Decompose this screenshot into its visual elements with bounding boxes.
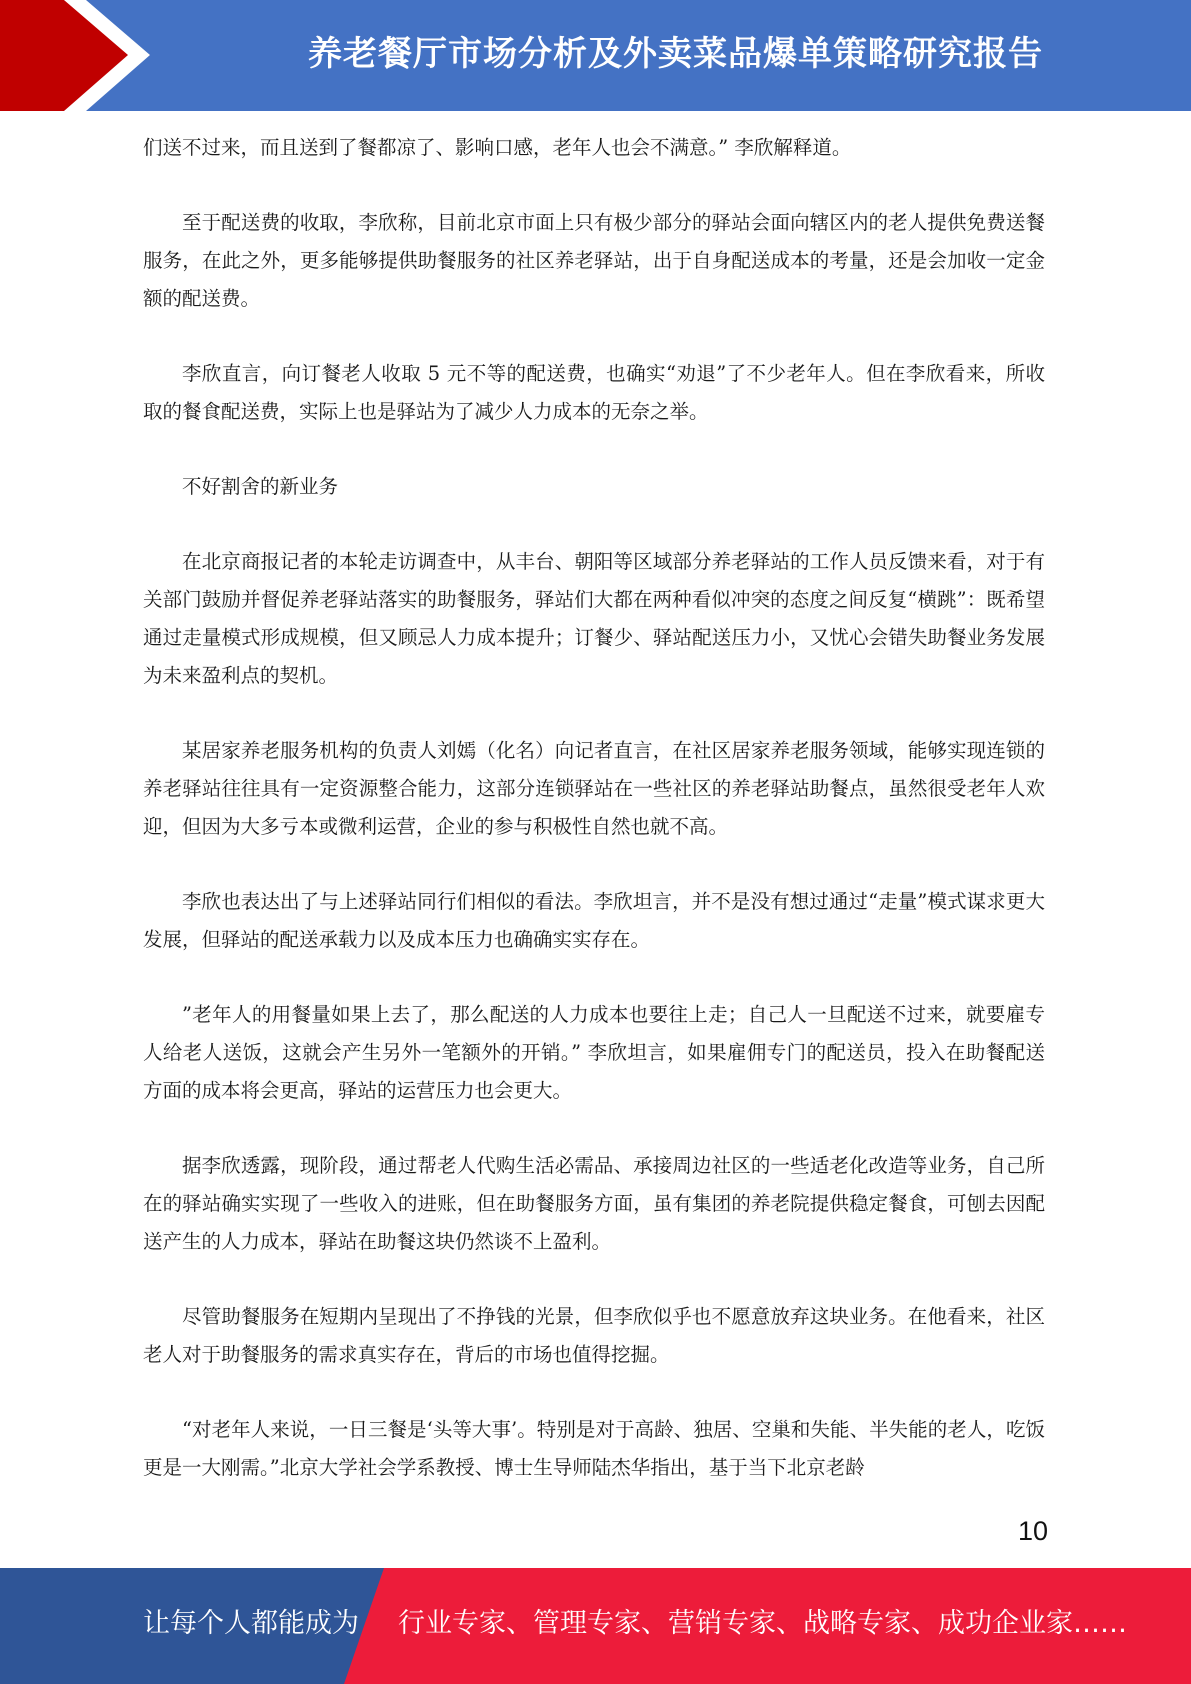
paragraph: 们送不过来，而且送到了餐都凉了、影响口感，老年人也会不满意。” 李欣解释道。	[143, 136, 852, 159]
paragraph: 尽管助餐服务在短期内呈现出了不挣钱的光景，但李欣似乎也不愿意放弃这块业务。在他看来，社区老人对于助餐服务的需求真实存在，背后的市场也值得挖掘。	[143, 1305, 1045, 1366]
footer-slogan-right: 行业专家、管理专家、营销专家、战略专家、成功企业家……	[398, 1608, 1127, 1639]
header-title: 养老餐厅市场分析及外卖菜品爆单策略研究报告	[308, 34, 1043, 74]
section-heading: 不好割舍的新业务	[182, 475, 339, 498]
paragraph: 据李欣透露，现阶段，通过帮老人代购生活必需品、承接周边社区的一些适老化改造等业务，自己所在的驿站确实实现了一些收入的进账，但在助餐服务方面，虽有集团的养老院提供稳定餐食，可刨去因配送产生的人力成本，驿站在助餐这块仍然谈不上盈利。	[143, 1154, 1045, 1253]
paragraph: 某居家养老服务机构的负责人刘嫣（化名）向记者直言，在社区居家养老服务领域，能够实现连锁的养老驿站往往具有一定资源整合能力，这部分连锁驿站在一些社区的养老驿站助餐点，虽然很受老年人欢迎，但因为大多亏本或微利运营，企业的参与积极性自然也就不高。	[143, 739, 1045, 838]
article-body	[143, 129, 1045, 1524]
page-number: 10	[1017, 1516, 1048, 1546]
paragraph: “对老年人来说，一日三餐是‘头等大事’。特别是对于高龄、独居、空巢和失能、半失能的老人，吃饭更是一大刚需。”北京大学社会学系教授、博士生导师陆杰华指出，基于当下北京老龄	[143, 1418, 1045, 1479]
paragraph: 李欣直言，向订餐老人收取 5 元不等的配送费，也确实“劝退”了不少老年人。但在李欣看来，所收取的餐食配送费，实际上也是驿站为了减少人力成本的无奈之举。	[143, 362, 1045, 423]
paragraph: ”老年人的用餐量如果上去了，那么配送的人力成本也要往上走；自己人一旦配送不过来，就要雇专人给老人送饭，这就会产生另外一笔额外的开销。” 李欣坦言，如果雇佣专门的配送员，投入在助餐配送方面的成本将会更高，驿站的运营压力也会更大。	[143, 1003, 1045, 1102]
footer-slogan-left: 让每个人都能成为	[143, 1608, 359, 1639]
paragraph: 李欣也表达出了与上述驿站同行们相似的看法。李欣坦言，并不是没有想过通过“走量”模式谋求更大发展，但驿站的配送承载力以及成本压力也确确实实存在。	[143, 890, 1045, 951]
page-footer	[0, 1568, 1191, 1684]
paragraph: 至于配送费的收取，李欣称，目前北京市面上只有极少部分的驿站会面向辖区内的老人提供免费送餐服务，在此之外，更多能够提供助餐服务的社区养老驿站，出于自身配送成本的考量，还是会加收一定金额的配送费。	[143, 211, 1045, 310]
page-header	[0, 0, 1191, 111]
paragraph: 在北京商报记者的本轮走访调查中，从丰台、朝阳等区域部分养老驿站的工作人员反馈来看，对于有关部门鼓励并督促养老驿站落实的助餐服务，驿站们大都在两种看似冲突的态度之间反复“横跳”：既希望通过走量模式形成规模，但又顾忌人力成本提升；订餐少、驿站配送压力小，又忧心会错失助餐业务发展为未来盈利点的契机。	[143, 550, 1045, 687]
